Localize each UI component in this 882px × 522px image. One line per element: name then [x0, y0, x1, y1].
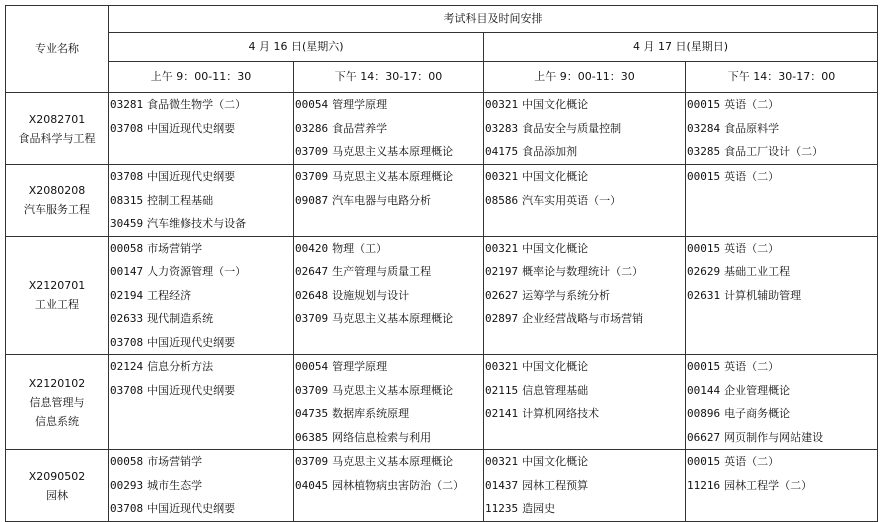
course-code: 03284: [687, 121, 721, 135]
course-code: 04175: [485, 145, 519, 158]
course-code: 00054: [295, 360, 329, 373]
major-cell: [6, 355, 109, 450]
major-row: [6, 355, 878, 450]
course-code: 02631: [687, 288, 721, 302]
course-item: [294, 140, 483, 164]
course-name: 汽车电器与电路分析: [332, 193, 432, 207]
course-item: [109, 497, 293, 521]
course-item: [686, 402, 877, 426]
course-name: 设施规划与设计: [332, 288, 410, 302]
course-item: [294, 165, 483, 189]
course-item: [294, 379, 483, 403]
course-code: 00420: [295, 241, 329, 255]
course-name: 园林植物病虫害防治（二）: [332, 478, 465, 492]
course-item: [294, 93, 483, 117]
course-name: 网络信息检索与利用: [332, 430, 432, 444]
course-item: [686, 474, 877, 498]
course-item: [686, 165, 877, 189]
course-code: 00015: [687, 241, 721, 255]
slot-header-day2-am: 上午 9：00-11：30: [484, 62, 686, 93]
course-code: 03286: [295, 121, 329, 135]
course-item: [294, 284, 483, 308]
course-item: [294, 189, 483, 213]
course-name: 计算机网络技术: [522, 407, 600, 420]
course-code: 00015: [687, 455, 721, 468]
course-code: 00058: [110, 455, 144, 468]
major-code: X2090502: [28, 469, 86, 483]
course-item: [109, 474, 293, 498]
course-code: 30459: [110, 217, 144, 230]
course-name: 汽车维修技术与设备: [147, 217, 247, 230]
course-item: [686, 450, 877, 474]
course-name: 英语（二）: [724, 170, 780, 183]
course-code: 00054: [295, 98, 329, 111]
course-code: 00015: [687, 360, 721, 373]
course-code: 02141: [485, 407, 519, 420]
course-name: 园林工程学（二）: [724, 478, 813, 492]
course-item: [294, 474, 483, 498]
major-code: X2080208: [28, 184, 86, 198]
exam-slot-cell: [686, 450, 878, 522]
course-code: 00058: [110, 241, 144, 255]
course-name: 企业管理概论: [724, 383, 791, 397]
course-name: 中国近现代史纲要: [147, 502, 236, 515]
course-name: 马克思主义基本原理概论: [332, 383, 454, 397]
course-name: 中国近现代史纲要: [147, 335, 236, 349]
course-name: 马克思主义基本原理概论: [332, 145, 454, 158]
course-code: 03709: [295, 383, 329, 397]
course-item: [686, 379, 877, 403]
course-item: [109, 237, 293, 261]
major-row: [6, 93, 878, 165]
course-code: 03709: [295, 170, 329, 183]
course-code: 08586: [485, 193, 519, 207]
exam-slot-cell: [484, 165, 686, 237]
course-code: 02648: [295, 288, 329, 302]
exam-slot-cell: [484, 236, 686, 355]
exam-slot-cell: [484, 93, 686, 165]
day1-header: 4 月 16 日(星期六): [109, 33, 484, 62]
major-code: X2082701: [28, 112, 86, 126]
course-item: [484, 117, 685, 141]
course-item: [109, 117, 293, 141]
course-code: 00896: [687, 407, 721, 420]
course-item: [484, 474, 685, 498]
exam-slot-cell: [294, 236, 484, 355]
course-name: 马克思主义基本原理概论: [332, 312, 454, 325]
exam-slot-cell: [484, 450, 686, 522]
exam-slot-cell: [294, 165, 484, 237]
course-name: 食品安全与质量控制: [522, 121, 622, 135]
exam-slot-cell: [484, 355, 686, 450]
major-row: [6, 236, 878, 355]
course-name: 食品营养学: [332, 121, 388, 135]
course-code: 00321: [485, 360, 519, 373]
course-item: [686, 140, 877, 164]
course-name: 信息管理基础: [522, 383, 589, 397]
course-name: 中国近现代史纲要: [147, 170, 236, 183]
course-name: 市场营销学: [147, 241, 203, 255]
course-item: [686, 355, 877, 379]
course-name: 生产管理与质量工程: [332, 265, 432, 278]
slot-header-day2-pm: 下午 14：30-17：00: [686, 62, 878, 93]
course-name: 英语（二）: [724, 98, 780, 111]
course-code: 03709: [295, 312, 329, 325]
course-code: 02194: [110, 288, 144, 302]
course-item: [109, 379, 293, 403]
schedule-body: [6, 6, 878, 522]
course-name: 马克思主义基本原理概论: [332, 455, 454, 468]
course-code: 00144: [687, 383, 721, 397]
slot-header-day1-pm: 下午 14：30-17：00: [294, 62, 484, 93]
course-name: 概率论与数理统计（二）: [522, 265, 644, 278]
course-name: 人力资源管理（一）: [147, 265, 247, 278]
course-code: 03283: [485, 121, 519, 135]
course-name: 信息分析方法: [147, 360, 214, 373]
course-name: 运筹学与系统分析: [522, 288, 611, 302]
course-name: 企业经营战略与市场营销: [522, 312, 644, 325]
course-code: 02629: [687, 265, 721, 278]
course-name: 食品添加剂: [522, 145, 578, 158]
exam-slot-cell: [686, 236, 878, 355]
major-row: [6, 165, 878, 237]
course-code: 00321: [485, 455, 519, 468]
course-code: 03708: [110, 383, 144, 397]
course-name: 市场营销学: [147, 455, 203, 468]
course-item: [686, 426, 877, 450]
exam-arrangement-header: 考试科目及时间安排: [109, 6, 878, 33]
major-name: 汽车服务工程: [24, 203, 90, 217]
course-name: 电子商务概论: [724, 407, 791, 420]
course-code: 11216: [687, 478, 721, 492]
course-item: [484, 140, 685, 164]
course-item: [294, 355, 483, 379]
course-name: 英语（二）: [724, 455, 780, 468]
course-name: 现代制造系统: [147, 312, 214, 325]
course-code: 02627: [485, 288, 519, 302]
course-item: [109, 284, 293, 308]
major-cell: [6, 450, 109, 522]
course-item: [484, 237, 685, 261]
course-item: [294, 426, 483, 450]
course-item: [686, 260, 877, 284]
course-item: [294, 402, 483, 426]
course-code: 02197: [485, 265, 519, 278]
course-name: 汽车实用英语（一）: [522, 193, 622, 207]
exam-slot-cell: [686, 93, 878, 165]
course-item: [484, 93, 685, 117]
course-item: [484, 379, 685, 403]
course-code: 00321: [485, 170, 519, 183]
course-name: 计算机辅助管理: [724, 288, 802, 302]
course-code: 03709: [295, 455, 329, 468]
course-item: [109, 260, 293, 284]
course-code: 02115: [485, 383, 519, 397]
course-item: [484, 497, 685, 521]
course-code: 02124: [110, 360, 144, 373]
course-code: 03285: [687, 145, 721, 158]
course-code: 06385: [295, 430, 329, 444]
course-code: 04735: [295, 407, 329, 420]
major-name-line: 信息管理与: [29, 395, 85, 409]
course-item: [484, 284, 685, 308]
course-name: 马克思主义基本原理概论: [332, 170, 454, 183]
course-item: [484, 450, 685, 474]
course-item: [686, 93, 877, 117]
course-item: [109, 355, 293, 379]
slot-header-day1-am: 上午 9：00-11：30: [109, 62, 294, 93]
course-name: 食品原料学: [724, 121, 780, 135]
course-item: [294, 450, 483, 474]
exam-slot-cell: [109, 450, 294, 522]
exam-slot-cell: [294, 355, 484, 450]
course-code: 02633: [110, 312, 144, 325]
course-code: 00293: [110, 478, 144, 492]
course-code: 03708: [110, 335, 144, 349]
course-item: [294, 260, 483, 284]
course-name: 网页制作与网站建设: [724, 430, 824, 444]
header-row-slots: [6, 62, 878, 93]
course-item: [686, 284, 877, 308]
course-item: [484, 189, 685, 213]
course-name: 中国近现代史纲要: [147, 121, 236, 135]
major-code: X2120102: [28, 376, 86, 390]
course-code: 09087: [295, 193, 329, 207]
exam-slot-cell: [686, 355, 878, 450]
header-row-days: [6, 33, 878, 62]
course-name: 数据库系统原理: [332, 407, 410, 420]
course-item: [294, 307, 483, 331]
course-item: [686, 117, 877, 141]
course-item: [484, 260, 685, 284]
course-code: 04045: [295, 478, 329, 492]
course-item: [109, 93, 293, 117]
exam-slot-cell: [294, 93, 484, 165]
course-code: 00015: [687, 170, 721, 183]
course-name: 基础工业工程: [724, 265, 791, 278]
course-item: [109, 307, 293, 331]
course-code: 06627: [687, 430, 721, 444]
course-name: 管理学原理: [332, 98, 388, 111]
exam-schedule-table: [5, 5, 878, 522]
course-code: 02897: [485, 312, 519, 325]
major-cell: [6, 165, 109, 237]
course-item: [484, 165, 685, 189]
course-item: [294, 237, 483, 261]
course-item: [484, 402, 685, 426]
major-name-header: 专业名称: [6, 6, 109, 93]
course-code: 03708: [110, 170, 144, 183]
course-item: [484, 355, 685, 379]
course-item: [484, 307, 685, 331]
course-name: 食品微生物学（二）: [147, 98, 247, 111]
course-item: [686, 237, 877, 261]
course-name: 中国文化概论: [522, 241, 589, 255]
course-name: 中国文化概论: [522, 170, 589, 183]
exam-slot-cell: [109, 355, 294, 450]
course-code: 00147: [110, 265, 144, 278]
course-code: 00321: [485, 241, 519, 255]
course-item: [109, 189, 293, 213]
course-item: [294, 117, 483, 141]
course-name: 管理学原理: [332, 360, 388, 373]
exam-slot-cell: [109, 236, 294, 355]
course-item: [109, 212, 293, 236]
header-row-title: [6, 6, 878, 33]
major-name: 园林: [46, 488, 68, 502]
course-name: 园林工程预算: [522, 478, 589, 492]
course-name: 城市生态学: [147, 478, 203, 492]
course-name: 中国文化概论: [522, 98, 589, 111]
exam-slot-cell: [686, 165, 878, 237]
course-item: [109, 450, 293, 474]
course-name: 造园史: [522, 502, 556, 515]
course-name: 食品工厂设计（二）: [724, 145, 824, 158]
course-code: 08315: [110, 193, 144, 207]
major-code: X2120701: [28, 279, 86, 293]
course-code: 03709: [295, 145, 329, 158]
course-item: [109, 331, 293, 355]
major-row: [6, 450, 878, 522]
course-name: 中国文化概论: [522, 360, 589, 373]
course-name: 工程经济: [147, 288, 192, 302]
course-code: 01437: [485, 478, 519, 492]
course-name: 中国文化概论: [522, 455, 589, 468]
course-code: 03708: [110, 121, 144, 135]
course-name: 中国近现代史纲要: [147, 383, 236, 397]
course-code: 00015: [687, 98, 721, 111]
major-name: 工业工程: [35, 298, 79, 312]
course-code: 03281: [110, 98, 144, 111]
course-name: 英语（二）: [724, 241, 780, 255]
exam-slot-cell: [109, 165, 294, 237]
major-name-line: 信息系统: [35, 414, 79, 428]
course-code: 11235: [485, 502, 519, 515]
major-cell: [6, 236, 109, 355]
major-cell: [6, 93, 109, 165]
course-item: [109, 165, 293, 189]
course-name: 物理（工）: [332, 241, 388, 255]
course-code: 00321: [485, 98, 519, 111]
course-code: 02647: [295, 265, 329, 278]
course-name: 英语（二）: [724, 360, 780, 373]
course-name: 控制工程基础: [147, 193, 214, 207]
course-code: 03708: [110, 502, 144, 515]
major-name: 食品科学与工程: [18, 131, 96, 145]
exam-slot-cell: [109, 93, 294, 165]
day2-header: 4 月 17 日(星期日): [484, 33, 878, 62]
exam-slot-cell: [294, 450, 484, 522]
